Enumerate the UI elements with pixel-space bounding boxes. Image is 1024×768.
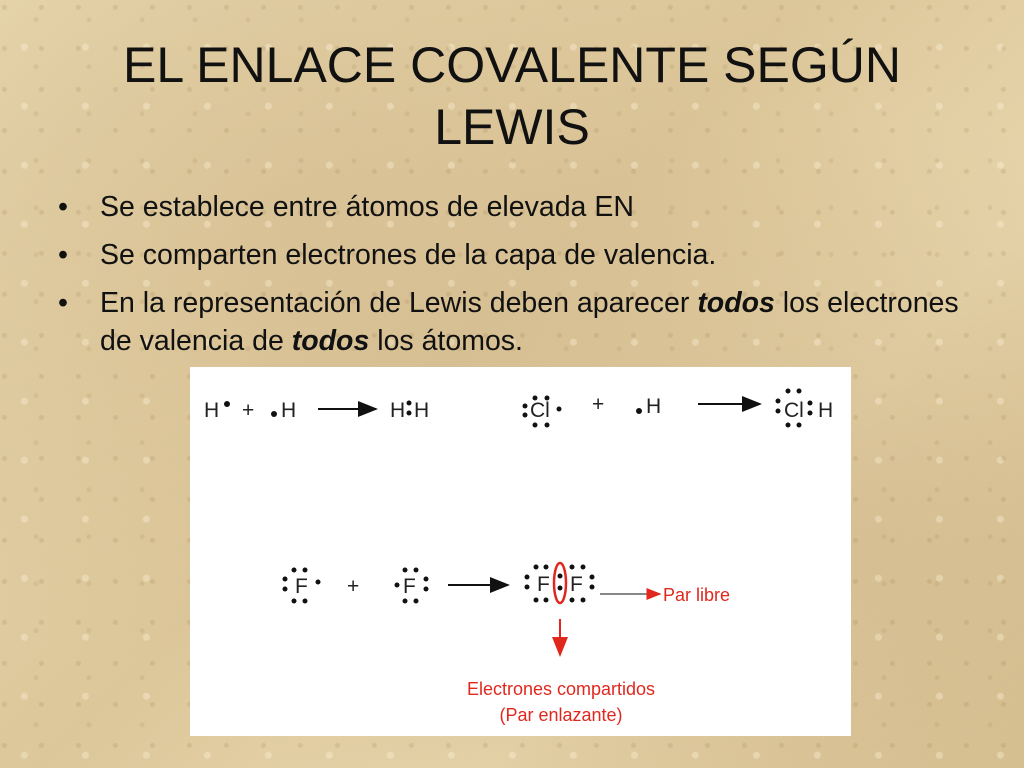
atom-h: H xyxy=(414,399,430,422)
shared-pair-ellipse xyxy=(554,563,566,603)
bullet-item xyxy=(58,236,988,274)
bullet-text: En la representación de Lewis deben aparecer todos los electrones de valencia de todos los átomos. xyxy=(100,287,959,357)
atom-h: H xyxy=(646,395,662,418)
bullet-text: Se comparten electrones de la capa de valencia. xyxy=(100,239,717,271)
bullet-item xyxy=(58,188,988,226)
plus-sign: + xyxy=(592,393,605,416)
atom-f: F xyxy=(295,575,308,598)
bullet-list xyxy=(58,188,988,370)
reaction-h2 xyxy=(204,399,429,422)
bullet-text: Se establece entre átomos de elevada EN xyxy=(100,191,634,223)
bullet-item xyxy=(58,284,988,360)
plus-sign: + xyxy=(347,575,360,598)
reaction-hcl xyxy=(523,389,834,428)
atom-f: F xyxy=(570,573,583,596)
atom-h: H xyxy=(390,399,406,422)
reaction-f2 xyxy=(283,563,731,725)
electron-dot xyxy=(224,401,230,407)
electron-dot xyxy=(271,411,277,417)
lewis-diagram-figure xyxy=(190,367,851,736)
atom-f: F xyxy=(537,573,550,596)
atom-h: H xyxy=(204,399,220,422)
bullet-dot: • xyxy=(58,239,68,271)
atom-h: H xyxy=(281,399,297,422)
label-par-enlazante: (Par enlazante) xyxy=(499,705,623,725)
slide-title: EL ENLACE COVALENTE SEGÚN LEWIS xyxy=(122,37,901,155)
emphasis-todos: todos xyxy=(291,325,370,357)
bullet-dot: • xyxy=(58,287,68,319)
atom-f: F xyxy=(403,575,416,598)
label-par-libre: Par libre xyxy=(663,585,731,605)
label-electrones-compartidos: Electrones compartidos xyxy=(466,679,656,699)
atom-cl: Cl xyxy=(530,399,550,422)
emphasis-todos: todos xyxy=(697,287,775,319)
plus-sign: + xyxy=(242,399,255,422)
bullet-dot: • xyxy=(58,191,68,223)
atom-cl: Cl xyxy=(784,399,804,422)
electron-dot xyxy=(636,408,642,414)
atom-h: H xyxy=(818,399,834,422)
